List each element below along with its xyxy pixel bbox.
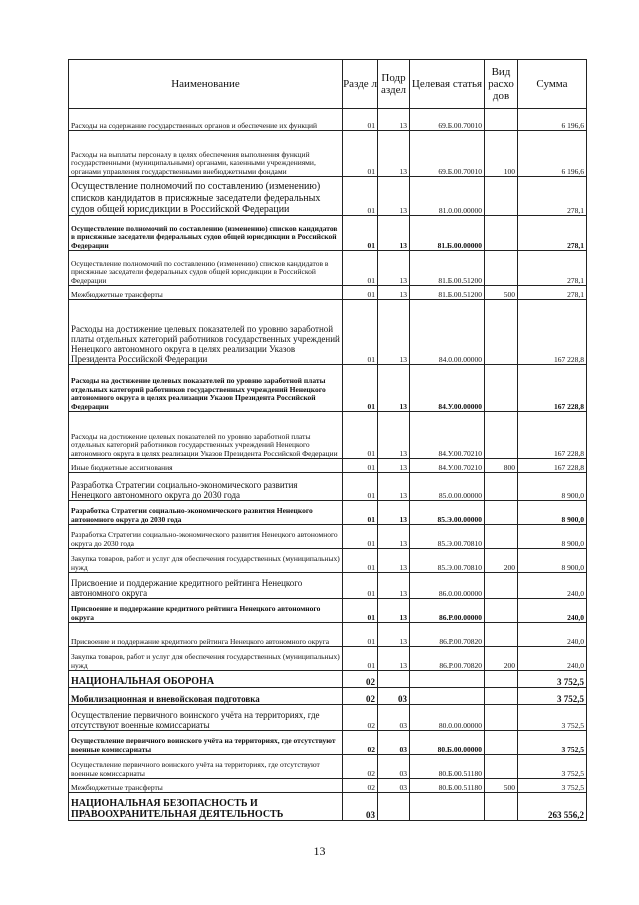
table-row — [69, 286, 587, 300]
header-name: Наименование — [69, 60, 343, 109]
row-vid — [485, 573, 518, 599]
row-razdel: 01 — [343, 623, 378, 647]
row-name: Осуществление первичного воинского учёта на территориях, где отсутствуют военные комиссариаты — [69, 731, 343, 755]
row-podrazdel: 13 — [378, 647, 410, 671]
row-podrazdel: 13 — [378, 216, 410, 251]
table-row — [69, 731, 587, 755]
row-razdel: 01 — [343, 549, 378, 573]
row-razdel: 02 — [343, 688, 378, 705]
row-name: Присвоение и поддержание кредитного рейтинга Ненецкого автономного округа — [69, 573, 343, 599]
table-row — [69, 412, 587, 459]
table-row — [69, 300, 587, 365]
row-name: Осуществление полномочий по составлению (изменению) списков кандидатов в присяжные заседатели федеральных судов общей юрисдикции в Российской Федерации — [69, 251, 343, 286]
row-razdel: 01 — [343, 525, 378, 549]
table-row — [69, 623, 587, 647]
row-razdel: 01 — [343, 365, 378, 412]
row-name: Присвоение и поддержание кредитного рейтинга Ненецкого автономного округа — [69, 623, 343, 647]
row-name: НАЦИОНАЛЬНАЯ ОБОРОНА — [69, 671, 343, 688]
row-podrazdel: 13 — [378, 599, 410, 623]
header-sum: Сумма — [518, 60, 587, 109]
row-vid: 500 — [485, 286, 518, 300]
row-razdel: 01 — [343, 216, 378, 251]
header-vid: Вид расхо дов — [485, 60, 518, 109]
row-podrazdel: 13 — [378, 501, 410, 525]
header-podrazdel: Подр аздел — [378, 60, 410, 109]
row-sum: 240,0 — [518, 573, 587, 599]
table-row — [69, 131, 587, 177]
row-sum: 3 752,5 — [518, 779, 587, 793]
table-row — [69, 501, 587, 525]
row-target: 84.У.00.70210 — [410, 412, 485, 459]
row-razdel: 03 — [343, 793, 378, 821]
row-vid: 100 — [485, 131, 518, 177]
row-razdel: 02 — [343, 671, 378, 688]
row-sum: 278,1 — [518, 286, 587, 300]
table-row — [69, 109, 587, 131]
row-razdel: 01 — [343, 412, 378, 459]
row-podrazdel: 13 — [378, 177, 410, 216]
row-razdel: 01 — [343, 251, 378, 286]
table-row — [69, 251, 587, 286]
row-razdel: 01 — [343, 109, 378, 131]
table-header — [69, 60, 587, 109]
row-sum: 167 228,8 — [518, 365, 587, 412]
row-sum: 8 900,0 — [518, 501, 587, 525]
row-target: 84.0.00.00000 — [410, 300, 485, 365]
table-row — [69, 671, 587, 688]
row-vid — [485, 473, 518, 501]
table-row — [69, 365, 587, 412]
row-target: 69.Б.00.70010 — [410, 109, 485, 131]
row-target: 80.Б.00.00000 — [410, 731, 485, 755]
row-sum: 8 900,0 — [518, 473, 587, 501]
page-number: 13 — [313, 844, 326, 858]
budget-table — [68, 59, 587, 821]
row-podrazdel: 03 — [378, 779, 410, 793]
row-target: 85.Э.00.70810 — [410, 525, 485, 549]
table-row — [69, 573, 587, 599]
row-name: Расходы на выплаты персоналу в целях обеспечения выполнения функций государственными (муниципальными) органами, казенными учреждениями, органами управления государственными внебюджетными фондами — [69, 131, 343, 177]
row-vid — [485, 671, 518, 688]
row-podrazdel: 13 — [378, 573, 410, 599]
row-target: 84.У.00.00000 — [410, 365, 485, 412]
row-podrazdel: 13 — [378, 473, 410, 501]
row-sum: 3 752,5 — [518, 731, 587, 755]
row-razdel: 01 — [343, 473, 378, 501]
row-podrazdel: 03 — [378, 731, 410, 755]
row-sum: 240,0 — [518, 599, 587, 623]
row-vid: 200 — [485, 549, 518, 573]
row-name: Мобилизационная и вневойсковая подготовка — [69, 688, 343, 705]
row-podrazdel: 03 — [378, 688, 410, 705]
row-target — [410, 688, 485, 705]
row-target: 85.0.00.00000 — [410, 473, 485, 501]
row-vid — [485, 412, 518, 459]
row-name: Расходы на достижение целевых показателей по уровню заработной платы отдельных категорий работников государственных учреждений Ненецкого автономного округа в целях реализации Указов Президента Российской Федерации — [69, 412, 343, 459]
row-vid — [485, 623, 518, 647]
row-name: Присвоение и поддержание кредитного рейтинга Ненецкого автономного округа — [69, 599, 343, 623]
table-row — [69, 473, 587, 501]
row-sum: 240,0 — [518, 647, 587, 671]
row-target: 81.Б.00.51200 — [410, 286, 485, 300]
table-row — [69, 599, 587, 623]
table-row — [69, 647, 587, 671]
row-target: 81.Б.00.51200 — [410, 251, 485, 286]
row-razdel: 02 — [343, 755, 378, 779]
row-target — [410, 793, 485, 821]
table-row — [69, 705, 587, 731]
table-row — [69, 793, 587, 821]
row-podrazdel: 13 — [378, 131, 410, 177]
row-name: Расходы на достижение целевых показателей по уровню заработной платы отдельных категорий работников государственных учреждений Ненецкого автономного округа в целях реализации Указов Президента Российской Федерации — [69, 300, 343, 365]
row-razdel: 01 — [343, 131, 378, 177]
row-podrazdel: 13 — [378, 525, 410, 549]
row-name: Разработка Стратегии социально-экономического развития Ненецкого автономного округа до 2030 года — [69, 473, 343, 501]
row-name: Осуществление первичного воинского учёта на территориях, где отсутствуют военные комиссариаты — [69, 755, 343, 779]
row-target: 81.Б.00.00000 — [410, 216, 485, 251]
row-sum: 278,1 — [518, 177, 587, 216]
row-vid — [485, 216, 518, 251]
row-vid — [485, 731, 518, 755]
row-vid — [485, 599, 518, 623]
row-vid — [485, 688, 518, 705]
row-vid — [485, 501, 518, 525]
row-podrazdel: 13 — [378, 549, 410, 573]
row-podrazdel — [378, 671, 410, 688]
row-vid — [485, 525, 518, 549]
row-target: 86.0.00.00000 — [410, 573, 485, 599]
table-row — [69, 459, 587, 473]
row-target: 85.Э.00.00000 — [410, 501, 485, 525]
row-sum: 3 752,5 — [518, 671, 587, 688]
row-sum: 8 900,0 — [518, 549, 587, 573]
row-podrazdel: 03 — [378, 705, 410, 731]
row-name: Расходы на содержание государственных органов и обеспечение их функций — [69, 109, 343, 131]
row-vid — [485, 300, 518, 365]
row-razdel: 01 — [343, 300, 378, 365]
row-podrazdel — [378, 793, 410, 821]
row-target — [410, 671, 485, 688]
row-name: Межбюджетные трансферты — [69, 779, 343, 793]
table-row — [69, 549, 587, 573]
header-razdel: Разде л — [343, 60, 378, 109]
row-vid — [485, 793, 518, 821]
table-row — [69, 688, 587, 705]
row-sum: 3 752,5 — [518, 755, 587, 779]
row-podrazdel: 13 — [378, 251, 410, 286]
row-target: 69.Б.00.70010 — [410, 131, 485, 177]
row-target: 86.Р.00.70820 — [410, 623, 485, 647]
row-target: 80.Б.00.51180 — [410, 779, 485, 793]
row-podrazdel: 13 — [378, 365, 410, 412]
row-name: Иные бюджетные ассигнования — [69, 459, 343, 473]
row-target: 80.0.00.00000 — [410, 705, 485, 731]
row-target: 80.Б.00.51180 — [410, 755, 485, 779]
row-podrazdel: 03 — [378, 755, 410, 779]
row-vid — [485, 365, 518, 412]
row-vid — [485, 109, 518, 131]
row-sum: 263 556,2 — [518, 793, 587, 821]
row-vid: 800 — [485, 459, 518, 473]
row-sum: 278,1 — [518, 216, 587, 251]
row-name: Разработка Стратегии социально-экономического развития Ненецкого автономного округа до 2030 года — [69, 501, 343, 525]
row-name: НАЦИОНАЛЬНАЯ БЕЗОПАСНОСТЬ И ПРАВООХРАНИТЕЛЬНАЯ ДЕЯТЕЛЬНОСТЬ — [69, 793, 343, 821]
row-sum: 6 196,6 — [518, 109, 587, 131]
row-razdel: 02 — [343, 779, 378, 793]
row-vid — [485, 177, 518, 216]
row-vid — [485, 705, 518, 731]
row-sum: 167 228,8 — [518, 300, 587, 365]
table-row — [69, 779, 587, 793]
table-row — [69, 525, 587, 549]
row-target: 86.Р.00.00000 — [410, 599, 485, 623]
row-name: Осуществление первичного воинского учёта на территориях, где отсутствуют военные комиссариаты — [69, 705, 343, 731]
row-podrazdel: 13 — [378, 109, 410, 131]
row-target: 81.0.00.00000 — [410, 177, 485, 216]
row-razdel: 01 — [343, 177, 378, 216]
row-vid: 200 — [485, 647, 518, 671]
row-sum: 6 196,6 — [518, 131, 587, 177]
row-razdel: 01 — [343, 501, 378, 525]
row-razdel: 01 — [343, 647, 378, 671]
row-sum: 8 900,0 — [518, 525, 587, 549]
row-name: Закупка товаров, работ и услуг для обеспечения государственных (муниципальных) нужд — [69, 647, 343, 671]
header-target: Целевая статья — [410, 60, 485, 109]
row-podrazdel: 13 — [378, 459, 410, 473]
table-row — [69, 177, 587, 216]
row-name: Осуществление полномочий по составлению (изменению) списков кандидатов в присяжные заседатели федеральных судов общей юрисдикции в Российской Федерации — [69, 216, 343, 251]
row-name: Расходы на достижение целевых показателей по уровню заработной платы отдельных категорий работников государственных учреждений Ненецкого автономного округа в целях реализации Указов Президента Российской Федерации — [69, 365, 343, 412]
row-name: Осуществление полномочий по составлению (изменению) списков кандидатов в присяжные заседатели федеральных судов общей юрисдикции в Российской Федерации — [69, 177, 343, 216]
row-name: Закупка товаров, работ и услуг для обеспечения государственных (муниципальных) нужд — [69, 549, 343, 573]
row-sum: 240,0 — [518, 623, 587, 647]
table-row — [69, 216, 587, 251]
row-vid — [485, 251, 518, 286]
row-razdel: 02 — [343, 731, 378, 755]
row-name: Межбюджетные трансферты — [69, 286, 343, 300]
row-razdel: 02 — [343, 705, 378, 731]
row-sum: 167 228,8 — [518, 459, 587, 473]
row-vid — [485, 755, 518, 779]
row-podrazdel: 13 — [378, 300, 410, 365]
row-razdel: 01 — [343, 573, 378, 599]
row-podrazdel: 13 — [378, 286, 410, 300]
row-sum: 167 228,8 — [518, 412, 587, 459]
row-sum: 3 752,5 — [518, 705, 587, 731]
row-target: 85.Э.00.70810 — [410, 549, 485, 573]
row-sum: 278,1 — [518, 251, 587, 286]
row-razdel: 01 — [343, 286, 378, 300]
table-row — [69, 755, 587, 779]
row-sum: 3 752,5 — [518, 688, 587, 705]
row-podrazdel: 13 — [378, 412, 410, 459]
row-target: 86.Р.00.70820 — [410, 647, 485, 671]
row-razdel: 01 — [343, 459, 378, 473]
row-name: Разработка Стратегии социально-экономического развития Ненецкого автономного округа до 2030 года — [69, 525, 343, 549]
row-target: 84.У.00.70210 — [410, 459, 485, 473]
row-razdel: 01 — [343, 599, 378, 623]
row-vid: 500 — [485, 779, 518, 793]
row-podrazdel: 13 — [378, 623, 410, 647]
